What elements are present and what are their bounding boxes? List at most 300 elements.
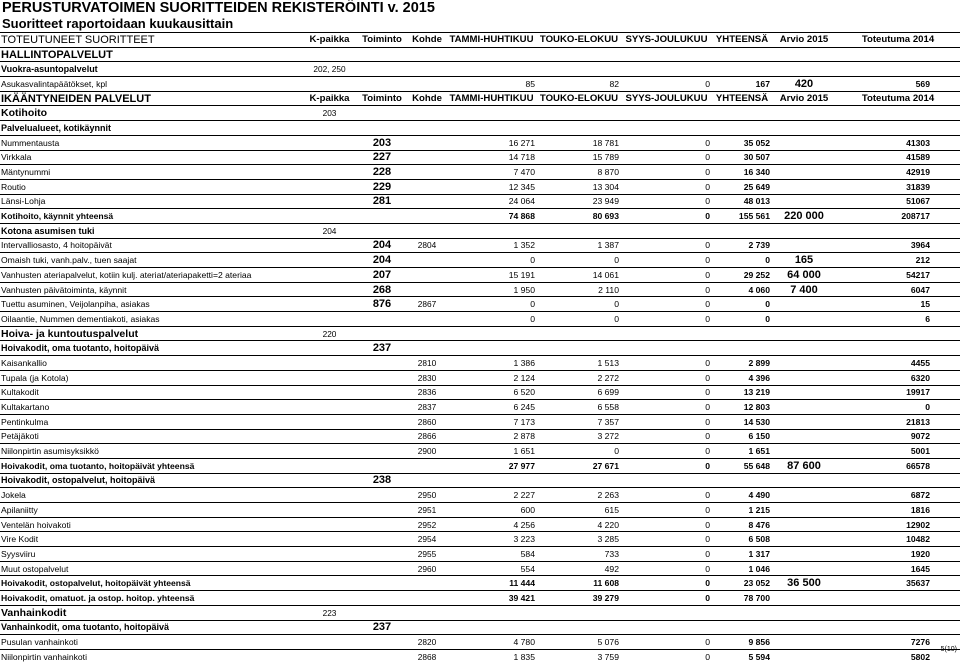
k-paikka-cell bbox=[303, 532, 356, 547]
table-row bbox=[0, 561, 960, 576]
tammi-huhtikuu-cell: 554 bbox=[446, 561, 537, 576]
arvio-2015-cell bbox=[772, 503, 836, 518]
kohde-cell bbox=[408, 121, 446, 136]
syys-joulukuu-cell: 0 bbox=[621, 238, 712, 253]
table-row bbox=[0, 223, 960, 238]
total-row bbox=[0, 576, 960, 591]
toteutuma-2014-cell bbox=[836, 591, 960, 606]
yhteensa-cell bbox=[712, 47, 772, 62]
table-row bbox=[0, 503, 960, 518]
k-paikka-cell: 204 bbox=[303, 223, 356, 238]
kohde-cell: 2950 bbox=[408, 488, 446, 503]
touko-elokuu-cell: 82 bbox=[537, 77, 621, 92]
table-row bbox=[0, 179, 960, 194]
toteutuma-2014-cell: 54217 bbox=[836, 268, 960, 283]
yhteensa-cell bbox=[712, 326, 772, 341]
yhteensa-cell: 14 530 bbox=[712, 414, 772, 429]
toiminto-cell bbox=[356, 605, 408, 620]
tammi-huhtikuu-cell: 24 064 bbox=[446, 194, 537, 209]
row-label: Niilonpirtin vanhainkoti bbox=[0, 649, 303, 663]
syys-joulukuu-cell: 0 bbox=[621, 194, 712, 209]
arvio-2015-cell bbox=[772, 326, 836, 341]
toteutuma-2014-cell bbox=[836, 47, 960, 62]
syys-joulukuu-cell: 0 bbox=[621, 400, 712, 415]
syys-joulukuu-cell: 0 bbox=[621, 297, 712, 312]
yhteensa-cell bbox=[712, 620, 772, 635]
kohde-cell: 2955 bbox=[408, 547, 446, 562]
kohde-cell bbox=[408, 209, 446, 224]
k-paikka-cell bbox=[303, 179, 356, 194]
syys-joulukuu-cell: 0 bbox=[621, 77, 712, 92]
arvio-2015-cell bbox=[772, 444, 836, 459]
kohde-cell bbox=[408, 165, 446, 180]
table-row bbox=[0, 635, 960, 650]
arvio-2015-cell bbox=[772, 194, 836, 209]
arvio-2015-cell bbox=[772, 385, 836, 400]
syys-joulukuu-cell: 0 bbox=[621, 429, 712, 444]
syys-joulukuu-cell: 0 bbox=[621, 547, 712, 562]
toteutuma-2014-cell: 208717 bbox=[836, 209, 960, 224]
toteutuma-2014-cell: 9072 bbox=[836, 429, 960, 444]
toteutuma-2014-cell: 66578 bbox=[836, 458, 960, 473]
arvio-2015-cell bbox=[772, 517, 836, 532]
k-paikka-cell bbox=[303, 238, 356, 253]
total-row bbox=[0, 458, 960, 473]
row-label: Hoivakodit, oma tuotanto, hoitopäivät yhteensä bbox=[0, 458, 303, 473]
column-header: TAMMI-HUHTIKUU bbox=[446, 91, 537, 106]
touko-elokuu-cell: 7 357 bbox=[537, 414, 621, 429]
total-row bbox=[0, 591, 960, 606]
toiminto-cell bbox=[356, 635, 408, 650]
touko-elokuu-cell bbox=[537, 341, 621, 356]
row-label: Kultakartano bbox=[0, 400, 303, 415]
column-header: Toteutuma 2014 bbox=[836, 33, 960, 48]
yhteensa-cell: 2 739 bbox=[712, 238, 772, 253]
tammi-huhtikuu-cell bbox=[446, 341, 537, 356]
arvio-2015-cell bbox=[772, 47, 836, 62]
syys-joulukuu-cell: 0 bbox=[621, 179, 712, 194]
toteutuma-2014-cell: 19917 bbox=[836, 385, 960, 400]
yhteensa-cell bbox=[712, 605, 772, 620]
toiminto-cell bbox=[356, 326, 408, 341]
arvio-2015-cell: 165 bbox=[772, 253, 836, 268]
header-label: TOTEUTUNEET SUORITTEET bbox=[0, 33, 303, 48]
toiminto-cell bbox=[356, 429, 408, 444]
table-row bbox=[0, 253, 960, 268]
yhteensa-cell: 12 803 bbox=[712, 400, 772, 415]
touko-elokuu-cell bbox=[537, 223, 621, 238]
toteutuma-2014-cell: 6047 bbox=[836, 282, 960, 297]
yhteensa-cell: 16 340 bbox=[712, 165, 772, 180]
touko-elokuu-cell bbox=[537, 62, 621, 77]
kohde-cell: 2860 bbox=[408, 414, 446, 429]
kohde-cell bbox=[408, 605, 446, 620]
toteutuma-2014-cell bbox=[836, 62, 960, 77]
toteutuma-2014-cell: 3964 bbox=[836, 238, 960, 253]
tammi-huhtikuu-cell: 0 bbox=[446, 297, 537, 312]
row-label: Hoivakodit, omatuot. ja ostop. hoitop. yhteensä bbox=[0, 591, 303, 606]
k-paikka-cell bbox=[303, 429, 356, 444]
toteutuma-2014-cell bbox=[836, 121, 960, 136]
arvio-2015-cell bbox=[772, 223, 836, 238]
yhteensa-cell: 155 561 bbox=[712, 209, 772, 224]
toteutuma-2014-cell: 21813 bbox=[836, 414, 960, 429]
row-label: Hoivakodit, oma tuotanto, hoitopäivä bbox=[0, 341, 303, 356]
table-row bbox=[0, 297, 960, 312]
touko-elokuu-cell: 5 076 bbox=[537, 635, 621, 650]
tammi-huhtikuu-cell: 74 868 bbox=[446, 209, 537, 224]
tammi-huhtikuu-cell bbox=[446, 605, 537, 620]
toteutuma-2014-cell bbox=[836, 223, 960, 238]
row-label: Kotihoito, käynnit yhteensä bbox=[0, 209, 303, 224]
table-row bbox=[0, 385, 960, 400]
row-label: Petäjäkoti bbox=[0, 429, 303, 444]
table-row bbox=[0, 150, 960, 165]
header-row bbox=[0, 91, 960, 106]
kohde-cell: 2810 bbox=[408, 356, 446, 371]
touko-elokuu-cell: 3 272 bbox=[537, 429, 621, 444]
row-label: Syysviiru bbox=[0, 547, 303, 562]
column-header: Kohde bbox=[408, 91, 446, 106]
k-paikka-cell bbox=[303, 517, 356, 532]
syys-joulukuu-cell bbox=[621, 106, 712, 121]
arvio-2015-cell bbox=[772, 532, 836, 547]
table-row bbox=[0, 341, 960, 356]
toiminto-cell bbox=[356, 77, 408, 92]
k-paikka-cell bbox=[303, 591, 356, 606]
total-row bbox=[0, 209, 960, 224]
table-row bbox=[0, 312, 960, 327]
tammi-huhtikuu-cell: 6 245 bbox=[446, 400, 537, 415]
column-header: Kohde bbox=[408, 33, 446, 48]
table-row bbox=[0, 135, 960, 150]
toiminto-cell bbox=[356, 209, 408, 224]
row-label: Palvelualueet, kotikäynnit bbox=[0, 121, 303, 136]
toteutuma-2014-cell: 41303 bbox=[836, 135, 960, 150]
syys-joulukuu-cell bbox=[621, 473, 712, 488]
k-paikka-cell bbox=[303, 135, 356, 150]
toiminto-cell bbox=[356, 488, 408, 503]
row-label: Kotihoito bbox=[0, 106, 303, 121]
row-label: Oilaantie, Nummen dementiakoti, asiakas bbox=[0, 312, 303, 327]
row-label: Länsi-Lohja bbox=[0, 194, 303, 209]
arvio-2015-cell bbox=[772, 135, 836, 150]
kohde-cell bbox=[408, 62, 446, 77]
toteutuma-2014-cell: 35637 bbox=[836, 576, 960, 591]
column-header: Toiminto bbox=[356, 91, 408, 106]
tammi-huhtikuu-cell bbox=[446, 326, 537, 341]
tammi-huhtikuu-cell: 1 651 bbox=[446, 444, 537, 459]
column-header: SYYS-JOULUKUU bbox=[621, 91, 712, 106]
table-row bbox=[0, 532, 960, 547]
column-header: TOUKO-ELOKUU bbox=[537, 33, 621, 48]
tammi-huhtikuu-cell: 2 124 bbox=[446, 370, 537, 385]
tammi-huhtikuu-cell: 11 444 bbox=[446, 576, 537, 591]
toiminto-cell bbox=[356, 517, 408, 532]
toteutuma-2014-cell: 569 bbox=[836, 77, 960, 92]
kohde-cell: 2900 bbox=[408, 444, 446, 459]
kohde-cell: 2952 bbox=[408, 517, 446, 532]
kohde-cell bbox=[408, 312, 446, 327]
row-label: Asukasvalintapäätökset, kpl bbox=[0, 77, 303, 92]
column-header: YHTEENSÄ bbox=[712, 33, 772, 48]
table-row bbox=[0, 429, 960, 444]
arvio-2015-cell bbox=[772, 488, 836, 503]
tammi-huhtikuu-cell: 584 bbox=[446, 547, 537, 562]
toiminto-cell bbox=[356, 649, 408, 663]
k-paikka-cell bbox=[303, 414, 356, 429]
tammi-huhtikuu-cell bbox=[446, 62, 537, 77]
k-paikka-cell bbox=[303, 620, 356, 635]
yhteensa-cell: 13 219 bbox=[712, 385, 772, 400]
yhteensa-cell: 5 594 bbox=[712, 649, 772, 663]
k-paikka-cell bbox=[303, 47, 356, 62]
toiminto-cell bbox=[356, 576, 408, 591]
toiminto-cell bbox=[356, 106, 408, 121]
toiminto-cell bbox=[356, 458, 408, 473]
arvio-2015-cell bbox=[772, 400, 836, 415]
touko-elokuu-cell: 2 263 bbox=[537, 488, 621, 503]
syys-joulukuu-cell bbox=[621, 605, 712, 620]
tammi-huhtikuu-cell: 4 256 bbox=[446, 517, 537, 532]
syys-joulukuu-cell: 0 bbox=[621, 649, 712, 663]
row-label: Vanhusten ateriapalvelut, kotiin kulj. ateriat/ateriapaketti=2 ateriaa bbox=[0, 268, 303, 283]
kohde-cell bbox=[408, 150, 446, 165]
arvio-2015-cell bbox=[772, 238, 836, 253]
yhteensa-cell bbox=[712, 106, 772, 121]
header-row bbox=[0, 33, 960, 48]
syys-joulukuu-cell: 0 bbox=[621, 532, 712, 547]
yhteensa-cell: 1 215 bbox=[712, 503, 772, 518]
k-paikka-cell bbox=[303, 194, 356, 209]
row-label: Vanhainkodit bbox=[0, 605, 303, 620]
arvio-2015-cell bbox=[772, 473, 836, 488]
column-header: Arvio 2015 bbox=[772, 91, 836, 106]
k-paikka-cell bbox=[303, 282, 356, 297]
k-paikka-cell bbox=[303, 209, 356, 224]
k-paikka-cell bbox=[303, 385, 356, 400]
toteutuma-2014-cell bbox=[836, 106, 960, 121]
arvio-2015-cell bbox=[772, 414, 836, 429]
table-row bbox=[0, 488, 960, 503]
row-label: Jokela bbox=[0, 488, 303, 503]
toteutuma-2014-cell: 0 bbox=[836, 400, 960, 415]
table-row bbox=[0, 370, 960, 385]
tammi-huhtikuu-cell: 1 386 bbox=[446, 356, 537, 371]
k-paikka-cell bbox=[303, 253, 356, 268]
table-row bbox=[0, 268, 960, 283]
toteutuma-2014-cell: 5001 bbox=[836, 444, 960, 459]
arvio-2015-cell: 420 bbox=[772, 77, 836, 92]
yhteensa-cell: 48 013 bbox=[712, 194, 772, 209]
yhteensa-cell: 55 648 bbox=[712, 458, 772, 473]
tammi-huhtikuu-cell bbox=[446, 106, 537, 121]
toiminto-cell: 204 bbox=[356, 253, 408, 268]
arvio-2015-cell bbox=[772, 649, 836, 663]
row-label: Pusulan vanhainkoti bbox=[0, 635, 303, 650]
arvio-2015-cell bbox=[772, 547, 836, 562]
kohde-cell: 2804 bbox=[408, 238, 446, 253]
arvio-2015-cell bbox=[772, 150, 836, 165]
touko-elokuu-cell: 733 bbox=[537, 547, 621, 562]
arvio-2015-cell: 64 000 bbox=[772, 268, 836, 283]
tammi-huhtikuu-cell: 7 173 bbox=[446, 414, 537, 429]
row-label: Kaisankallio bbox=[0, 356, 303, 371]
toteutuma-2014-cell bbox=[836, 326, 960, 341]
toteutuma-2014-cell bbox=[836, 605, 960, 620]
touko-elokuu-cell: 8 870 bbox=[537, 165, 621, 180]
table-row bbox=[0, 517, 960, 532]
row-label: Hoiva- ja kuntoutuspalvelut bbox=[0, 326, 303, 341]
tammi-huhtikuu-cell bbox=[446, 620, 537, 635]
column-header: TOUKO-ELOKUU bbox=[537, 91, 621, 106]
toteutuma-2014-cell: 6872 bbox=[836, 488, 960, 503]
touko-elokuu-cell: 6 558 bbox=[537, 400, 621, 415]
arvio-2015-cell bbox=[772, 591, 836, 606]
tammi-huhtikuu-cell bbox=[446, 47, 537, 62]
toteutuma-2014-cell: 212 bbox=[836, 253, 960, 268]
syys-joulukuu-cell: 0 bbox=[621, 503, 712, 518]
tammi-huhtikuu-cell: 16 271 bbox=[446, 135, 537, 150]
kohde-cell bbox=[408, 135, 446, 150]
toteutuma-2014-cell: 15 bbox=[836, 297, 960, 312]
syys-joulukuu-cell bbox=[621, 121, 712, 136]
yhteensa-cell bbox=[712, 121, 772, 136]
kohde-cell: 2960 bbox=[408, 561, 446, 576]
tammi-huhtikuu-cell: 1 835 bbox=[446, 649, 537, 663]
syys-joulukuu-cell bbox=[621, 223, 712, 238]
yhteensa-cell: 35 052 bbox=[712, 135, 772, 150]
toiminto-cell: 281 bbox=[356, 194, 408, 209]
toiminto-cell bbox=[356, 62, 408, 77]
syys-joulukuu-cell: 0 bbox=[621, 385, 712, 400]
yhteensa-cell: 1 317 bbox=[712, 547, 772, 562]
touko-elokuu-cell: 39 279 bbox=[537, 591, 621, 606]
yhteensa-cell: 30 507 bbox=[712, 150, 772, 165]
tammi-huhtikuu-cell: 0 bbox=[446, 253, 537, 268]
k-paikka-cell bbox=[303, 635, 356, 650]
kohde-cell: 2830 bbox=[408, 370, 446, 385]
syys-joulukuu-cell bbox=[621, 620, 712, 635]
kohde-cell bbox=[408, 179, 446, 194]
toteutuma-2014-cell: 10482 bbox=[836, 532, 960, 547]
syys-joulukuu-cell: 0 bbox=[621, 414, 712, 429]
kohde-cell bbox=[408, 591, 446, 606]
k-paikka-cell: 223 bbox=[303, 605, 356, 620]
yhteensa-cell: 1 651 bbox=[712, 444, 772, 459]
kohde-cell bbox=[408, 576, 446, 591]
tammi-huhtikuu-cell: 14 718 bbox=[446, 150, 537, 165]
syys-joulukuu-cell bbox=[621, 47, 712, 62]
row-label: Kultakodit bbox=[0, 385, 303, 400]
syys-joulukuu-cell bbox=[621, 326, 712, 341]
syys-joulukuu-cell: 0 bbox=[621, 370, 712, 385]
toiminto-cell: 237 bbox=[356, 620, 408, 635]
syys-joulukuu-cell: 0 bbox=[621, 444, 712, 459]
toteutuma-2014-cell: 51067 bbox=[836, 194, 960, 209]
yhteensa-cell bbox=[712, 341, 772, 356]
toiminto-cell bbox=[356, 414, 408, 429]
syys-joulukuu-cell: 0 bbox=[621, 165, 712, 180]
touko-elokuu-cell: 1 513 bbox=[537, 356, 621, 371]
touko-elokuu-cell: 11 608 bbox=[537, 576, 621, 591]
toiminto-cell bbox=[356, 400, 408, 415]
table-row bbox=[0, 547, 960, 562]
table-row bbox=[0, 356, 960, 371]
yhteensa-cell: 4 396 bbox=[712, 370, 772, 385]
yhteensa-cell: 23 052 bbox=[712, 576, 772, 591]
syys-joulukuu-cell: 0 bbox=[621, 150, 712, 165]
toteutuma-2014-cell: 41589 bbox=[836, 150, 960, 165]
yhteensa-cell bbox=[712, 62, 772, 77]
syys-joulukuu-cell bbox=[621, 62, 712, 77]
touko-elokuu-cell: 80 693 bbox=[537, 209, 621, 224]
toiminto-cell: 207 bbox=[356, 268, 408, 283]
toiminto-cell bbox=[356, 356, 408, 371]
page-subtitle: Suoritteet raportoidaan kuukausittain bbox=[2, 16, 234, 31]
page-title: PERUSTURVATOIMEN SUORITTEIDEN REKISTERÖINTI v. 2015 bbox=[2, 0, 435, 16]
column-header: YHTEENSÄ bbox=[712, 91, 772, 106]
yhteensa-cell: 78 700 bbox=[712, 591, 772, 606]
arvio-2015-cell bbox=[772, 312, 836, 327]
row-label: Kotona asumisen tuki bbox=[0, 223, 303, 238]
tammi-huhtikuu-cell: 0 bbox=[446, 312, 537, 327]
touko-elokuu-cell bbox=[537, 473, 621, 488]
toteutuma-2014-cell bbox=[836, 341, 960, 356]
table-row bbox=[0, 620, 960, 635]
kohde-cell: 2866 bbox=[408, 429, 446, 444]
toiminto-cell bbox=[356, 312, 408, 327]
kohde-cell bbox=[408, 77, 446, 92]
kohde-cell bbox=[408, 253, 446, 268]
syys-joulukuu-cell: 0 bbox=[621, 209, 712, 224]
touko-elokuu-cell bbox=[537, 326, 621, 341]
arvio-2015-cell bbox=[772, 429, 836, 444]
toiminto-cell: 204 bbox=[356, 238, 408, 253]
arvio-2015-cell bbox=[772, 561, 836, 576]
table-row bbox=[0, 194, 960, 209]
table-row bbox=[0, 47, 960, 62]
touko-elokuu-cell bbox=[537, 106, 621, 121]
arvio-2015-cell: 220 000 bbox=[772, 209, 836, 224]
k-paikka-cell bbox=[303, 547, 356, 562]
row-label: Pentinkulma bbox=[0, 414, 303, 429]
toiminto-cell: 228 bbox=[356, 165, 408, 180]
row-label: Tupala (ja Kotola) bbox=[0, 370, 303, 385]
syys-joulukuu-cell: 0 bbox=[621, 517, 712, 532]
touko-elokuu-cell: 15 789 bbox=[537, 150, 621, 165]
toiminto-cell: 203 bbox=[356, 135, 408, 150]
arvio-2015-cell bbox=[772, 297, 836, 312]
k-paikka-cell bbox=[303, 576, 356, 591]
yhteensa-cell: 0 bbox=[712, 312, 772, 327]
row-label: Vire Kodit bbox=[0, 532, 303, 547]
toiminto-cell: 238 bbox=[356, 473, 408, 488]
table-row bbox=[0, 649, 960, 663]
table-row bbox=[0, 605, 960, 620]
toteutuma-2014-cell: 4455 bbox=[836, 356, 960, 371]
syys-joulukuu-cell: 0 bbox=[621, 282, 712, 297]
toiminto-cell bbox=[356, 591, 408, 606]
syys-joulukuu-cell bbox=[621, 341, 712, 356]
k-paikka-cell bbox=[303, 444, 356, 459]
kohde-cell: 2951 bbox=[408, 503, 446, 518]
column-header: Arvio 2015 bbox=[772, 33, 836, 48]
table-row bbox=[0, 106, 960, 121]
toteutuma-2014-cell: 5802 bbox=[836, 649, 960, 663]
syys-joulukuu-cell: 0 bbox=[621, 561, 712, 576]
k-paikka-cell: 202, 250 bbox=[303, 62, 356, 77]
